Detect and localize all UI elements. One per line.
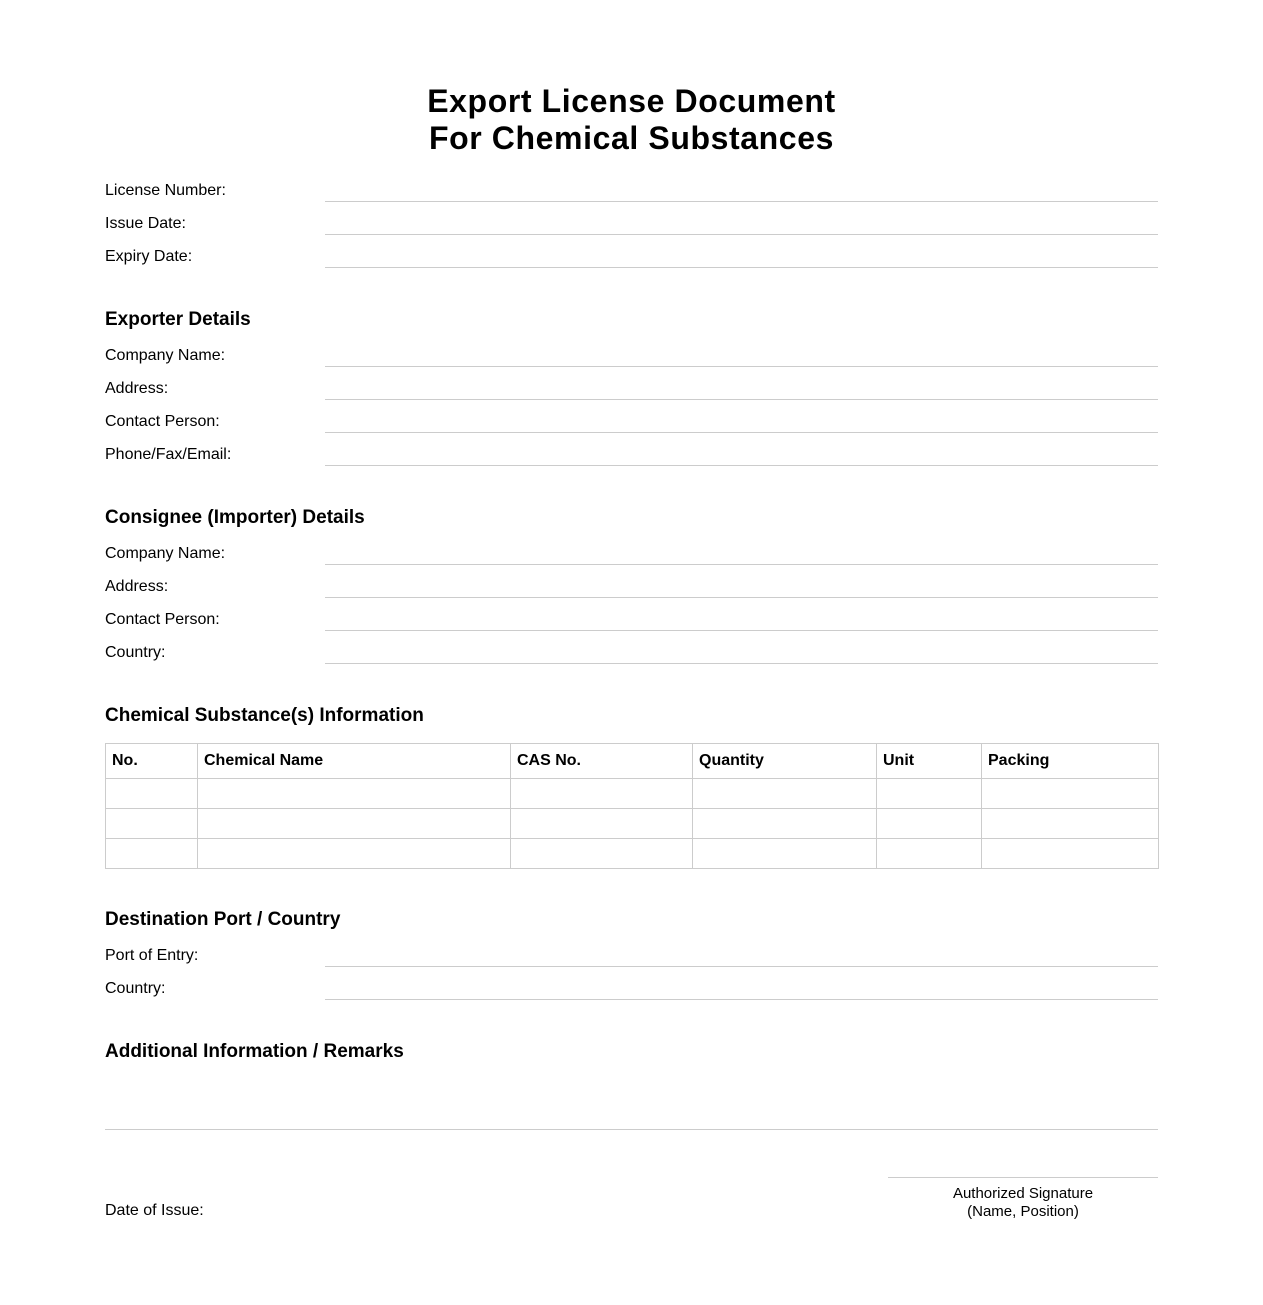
column-header-chemical-name: Chemical Name [198, 744, 511, 779]
expiry-date-row [105, 248, 1158, 281]
exporter-address-field[interactable] [325, 399, 1158, 400]
cell-chemical-name[interactable] [198, 779, 511, 809]
table-row [106, 839, 1159, 869]
consignee-address-label: Address: [105, 578, 169, 595]
exporter-heading: Exporter Details [105, 309, 251, 330]
license-number-row [105, 182, 1158, 215]
issue-date-label: Issue Date: [105, 215, 186, 232]
cell-chemical-name[interactable] [198, 839, 511, 869]
cell-no[interactable] [106, 809, 198, 839]
signature-label: Authorized Signature [952, 1185, 1094, 1202]
table-row [106, 809, 1159, 839]
exporter-company-row [105, 347, 1158, 380]
signature-block[interactable] [888, 1177, 1158, 1221]
license-number-field[interactable] [325, 201, 1158, 202]
exporter-company-label: Company Name: [105, 347, 226, 364]
column-header-packing: Packing [982, 744, 1159, 779]
exporter-company-field[interactable] [325, 366, 1158, 367]
remarks-heading: Additional Information / Remarks [105, 1041, 404, 1062]
cell-quantity[interactable] [693, 839, 877, 869]
column-header-unit: Unit [877, 744, 982, 779]
expiry-date-label: Expiry Date: [105, 248, 193, 265]
title-line-2: For Chemical Substances [428, 120, 835, 156]
table-header-row [106, 744, 1159, 779]
signature-sublabel: (Name, Position) [967, 1203, 1079, 1220]
chemicals-heading: Chemical Substance(s) Information [105, 705, 424, 726]
consignee-address-row [105, 578, 1158, 611]
exporter-address-row [105, 380, 1158, 413]
column-header-quantity: Quantity [693, 744, 877, 779]
consignee-company-row [105, 545, 1158, 578]
cell-cas-no[interactable] [511, 779, 693, 809]
consignee-heading: Consignee (Importer) Details [105, 507, 365, 528]
chemicals-table [105, 743, 1159, 869]
issue-date-field[interactable] [325, 234, 1158, 235]
cell-no[interactable] [106, 779, 198, 809]
port-of-entry-row [105, 947, 1158, 980]
consignee-address-field[interactable] [325, 597, 1158, 598]
exporter-phone-field[interactable] [325, 465, 1158, 466]
column-header-no: No. [106, 744, 198, 779]
port-of-entry-field[interactable] [325, 966, 1158, 967]
title-line-1: Export License Document [427, 83, 836, 119]
consignee-contact-field[interactable] [325, 630, 1158, 631]
cell-packing[interactable] [982, 779, 1159, 809]
destination-country-label: Country: [105, 980, 166, 997]
consignee-country-field[interactable] [325, 663, 1158, 664]
table-row [106, 779, 1159, 809]
cell-quantity[interactable] [693, 779, 877, 809]
expiry-date-field[interactable] [325, 267, 1158, 268]
exporter-contact-label: Contact Person: [105, 413, 220, 430]
destination-country-row [105, 980, 1158, 1013]
exporter-phone-row [105, 446, 1158, 479]
consignee-country-row [105, 644, 1158, 677]
cell-quantity[interactable] [693, 809, 877, 839]
exporter-address-label: Address: [105, 380, 169, 397]
port-of-entry-label: Port of Entry: [105, 947, 199, 964]
cell-unit[interactable] [877, 809, 982, 839]
column-header-cas-no: CAS No. [511, 744, 693, 779]
cell-packing[interactable] [982, 809, 1159, 839]
consignee-contact-row [105, 611, 1158, 644]
license-number-label: License Number: [105, 182, 226, 199]
date-of-issue-label: Date of Issue: [105, 1202, 204, 1219]
cell-packing[interactable] [982, 839, 1159, 869]
consignee-contact-label: Contact Person: [105, 611, 220, 628]
exporter-contact-row [105, 413, 1158, 446]
exporter-contact-field[interactable] [325, 432, 1158, 433]
cell-no[interactable] [106, 839, 198, 869]
cell-chemical-name[interactable] [198, 809, 511, 839]
consignee-country-label: Country: [105, 644, 166, 661]
remarks-field[interactable] [105, 1129, 1158, 1130]
document-title [105, 83, 1158, 157]
destination-country-field[interactable] [325, 999, 1158, 1000]
cell-cas-no[interactable] [511, 809, 693, 839]
cell-unit[interactable] [877, 779, 982, 809]
cell-unit[interactable] [877, 839, 982, 869]
exporter-phone-label: Phone/Fax/Email: [105, 446, 232, 463]
cell-cas-no[interactable] [511, 839, 693, 869]
destination-heading: Destination Port / Country [105, 909, 341, 930]
consignee-company-field[interactable] [325, 564, 1158, 565]
issue-date-row [105, 215, 1158, 248]
consignee-company-label: Company Name: [105, 545, 226, 562]
